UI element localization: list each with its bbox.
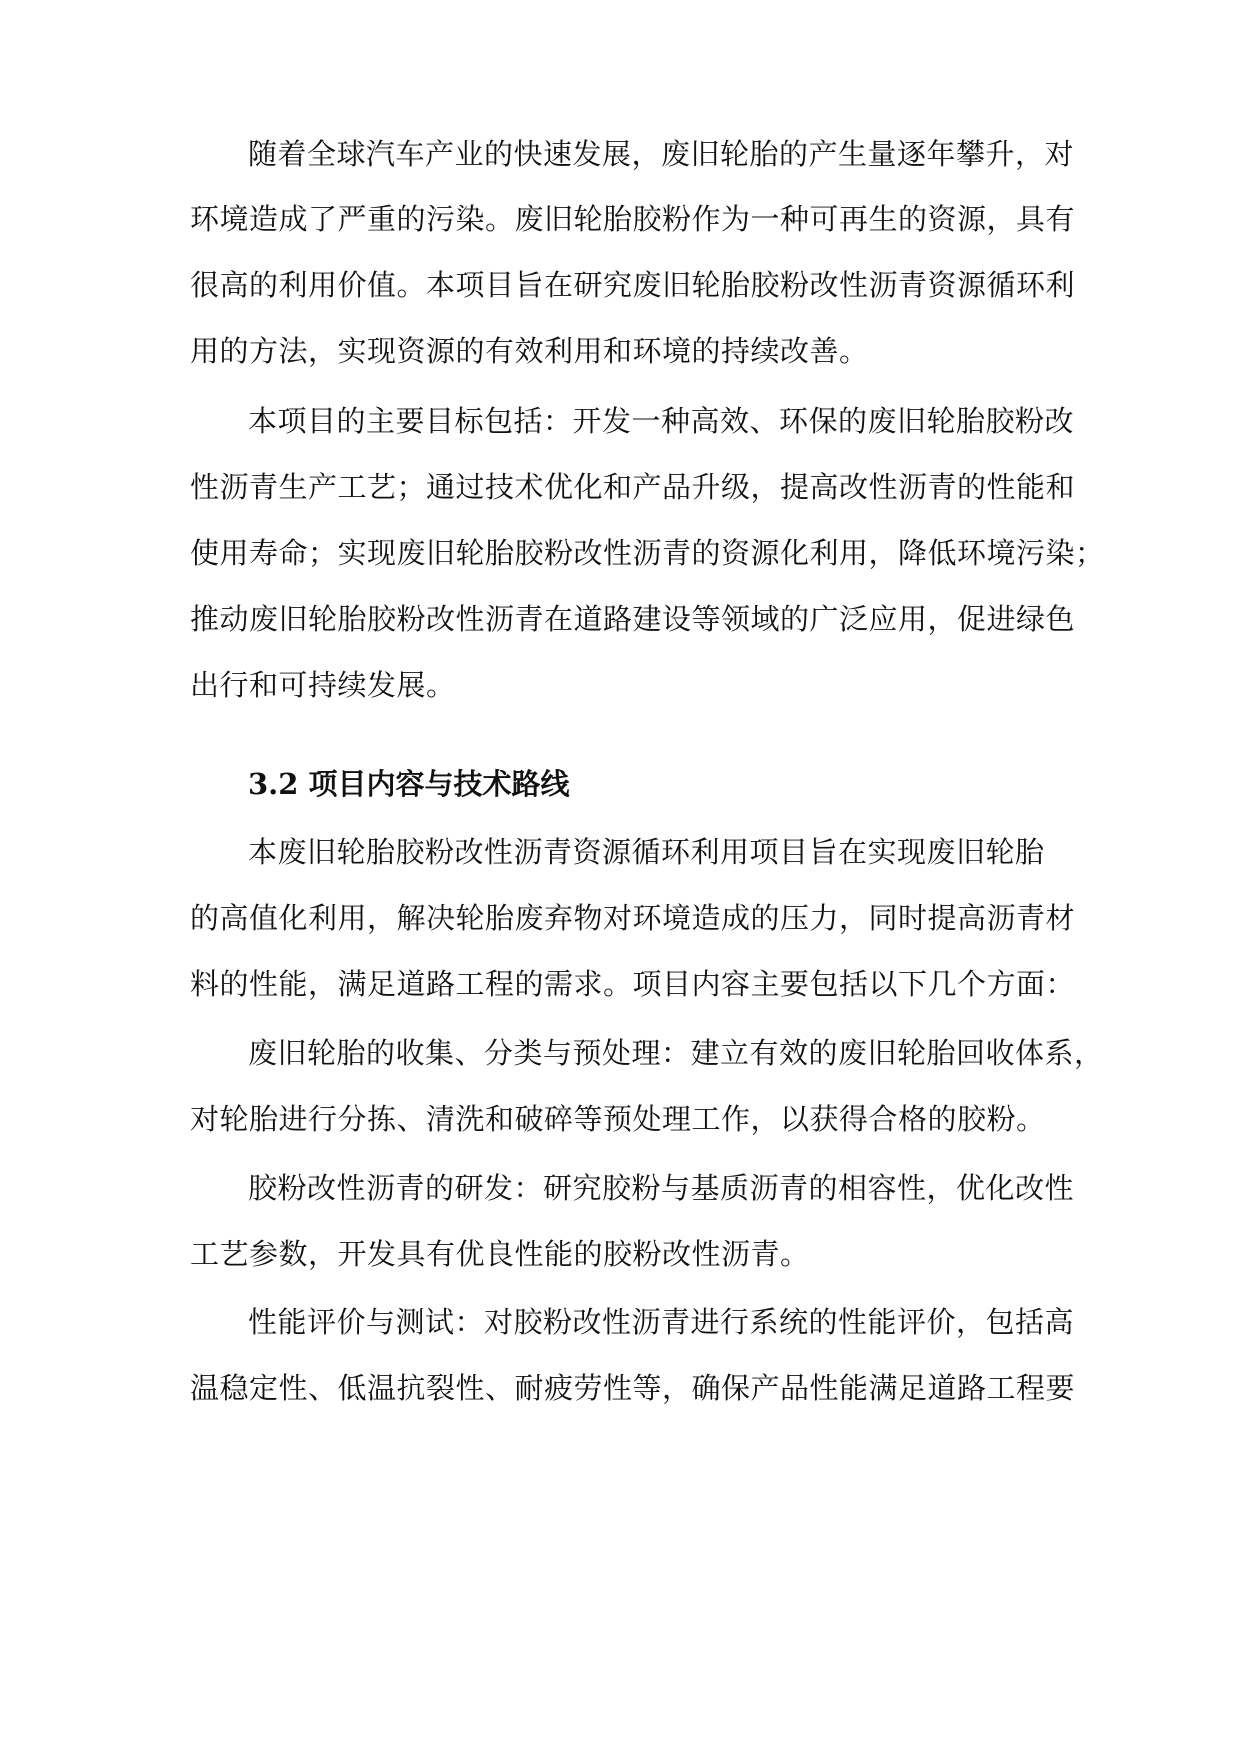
intro-p2-line-3: 使用寿命；实现废旧轮胎胶粉改性沥青的资源化利用，降低环境污染； <box>190 536 1105 570</box>
intro-p1-line-1: 随着全球汽车产业的快速发展，废旧轮胎的产生量逐年攀升，对 <box>248 137 1075 171</box>
section-p2-line-1: 废旧轮胎的收集、分类与预处理：建立有效的废旧轮胎回收体系， <box>248 1036 1104 1070</box>
section-p3-line-2: 工艺参数，开发具有优良性能的胶粉改性沥青。 <box>190 1237 810 1271</box>
intro-p2-line-4: 推动废旧轮胎胶粉改性沥青在道路建设等领域的广泛应用，促进绿色 <box>190 602 1076 636</box>
section-p4-line-2: 温稳定性、低温抗裂性、耐疲劳性等，确保产品性能满足道路工程要 <box>190 1371 1076 1405</box>
section-p1-line-1: 本废旧轮胎胶粉改性沥青资源循环利用项目旨在实现废旧轮胎 <box>248 835 1045 869</box>
section-p2-line-2: 对轮胎进行分拣、清洗和破碎等预处理工作，以获得合格的胶粉。 <box>190 1102 1046 1136</box>
intro-p1-line-4: 用的方法，实现资源的有效利用和环境的持续改善。 <box>190 334 869 368</box>
intro-p2-line-1: 本项目的主要目标包括：开发一种高效、环保的废旧轮胎胶粉改 <box>248 404 1075 438</box>
section-p4-line-1: 性能评价与测试：对胶粉改性沥青进行系统的性能评价，包括高 <box>248 1305 1075 1339</box>
intro-p2-line-5: 出行和可持续发展。 <box>190 668 456 702</box>
section-p1-line-2: 的高值化利用，解决轮胎废弃物对环境造成的压力，同时提高沥青材 <box>190 901 1076 935</box>
intro-p2-line-2: 性沥青生产工艺；通过技术优化和产品升级，提高改性沥青的性能和 <box>190 470 1076 504</box>
intro-p1-line-2: 环境造成了严重的污染。废旧轮胎胶粉作为一种可再生的资源，具有 <box>190 202 1076 236</box>
intro-p1-line-3: 很高的利用价值。本项目旨在研究废旧轮胎胶粉改性沥青资源循环利 <box>190 268 1076 302</box>
section-heading: 3.2 项目内容与技术路线 <box>248 767 570 801</box>
section-p1-line-3: 料的性能，满足道路工程的需求。项目内容主要包括以下几个方面： <box>190 967 1076 1001</box>
section-p3-line-1: 胶粉改性沥青的研发：研究胶粉与基质沥青的相容性，优化改性 <box>248 1171 1075 1205</box>
